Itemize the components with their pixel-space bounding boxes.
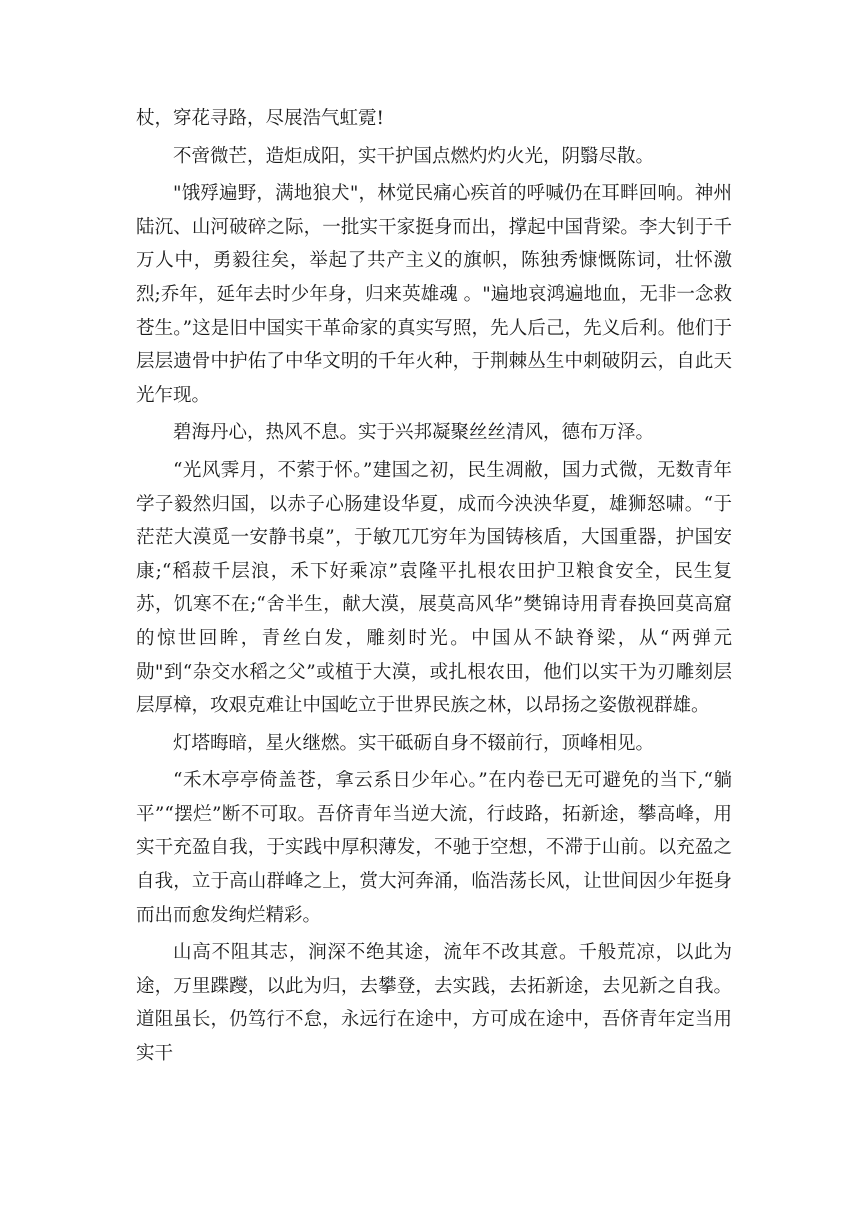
paragraph-4: 碧海丹心，热风不息。实于兴邦凝聚丝丝清风，德布万泽。 <box>173 422 655 444</box>
paragraph-2: 不啻微芒，造炬成阳，实干护国点燃灼灼火光，阴翳尽散。 <box>173 145 655 167</box>
paragraph-3: "饿殍遍野，满地狼犬"，林觉民痛心疾首的呼喊仍在耳畔回响。神州陆沉、山河破碎之际，一批实干家挺身而出，撑起中国背梁。李大钊于千万人中，勇毅往矣，举起了共产主义的旗帜，陈独秀慷慨陈词，壮怀激烈;乔年，延年去时少年身，归来英雄魂 。"遍地哀鸿遍地血，无非一念救苍生。”这是旧中国实干革命家的真实写照，先人后己，先义后利。他们于层层遗骨中护佑了中华文明的千年火种，于荆棘丛生中刺破阴云，自此天光乍现。 <box>136 183 732 406</box>
paragraph-7: “禾木亭亭倚盖苍，拿云系日少年心。”在内卷已无可避免的当下,“躺平”“摆烂”断不可取。吾侪青年当逆大流，行歧路，拓新途，攀高峰，用实干充盈自我，于实践中厚积薄发，不驰于空想，不滞于山前。以充盈之自我，立于高山群峰之上，赏大河奔涌，临浩荡长风，让世间因少年挺身而出而愈发绚烂精彩。 <box>136 770 732 926</box>
paragraph-5: “光风霁月，不萦于怀。”建国之初，民生凋敝，国力式微，无数青年学子毅然归国，以赤子心肠建设华夏，成而今泱泱华夏，雄狮怒啸。“于茫茫大漠觅一安静书桌”，于敏兀兀穷年为国铸核盾，大国重器，护国安康;“稻菽千层浪，禾下好乘凉”袁隆平扎根农田护卫粮食安全，民生复苏，饥寒不在;“舍半生，献大漠，展莫高风华”樊锦诗用青春换回莫高窟的惊世回眸，青丝白发，雕刻时光。中国从不缺脊梁，从“两弹元勋"到“杂交水稻之父”或植于大漠，或扎根农田，他们以实干为刃雕刻层层厚樟，攻艰克难让中国屹立于世界民族之林，以昂扬之姿傲视群雄。 <box>136 459 732 717</box>
paragraph-1-continuation: 杖，穿花寻路，尽展浩气虹霓! <box>136 108 384 129</box>
document-page <box>136 102 732 1075</box>
paragraph-6: 灯塔晦暗，星火继燃。实干砥砺自身不辍前行，顶峰相见。 <box>173 732 655 754</box>
paragraph-8: 山高不阻其志，涧深不绝其途，流年不改其意。千般荒凉，以此为途，万里蹀躞，以此为归，去攀登，去实践，去拓新途，去见新之自我。道阻虽长，仍笃行不怠，永远行在途中，方可成在途中，吾侪青年定当用实干 <box>136 942 732 1065</box>
